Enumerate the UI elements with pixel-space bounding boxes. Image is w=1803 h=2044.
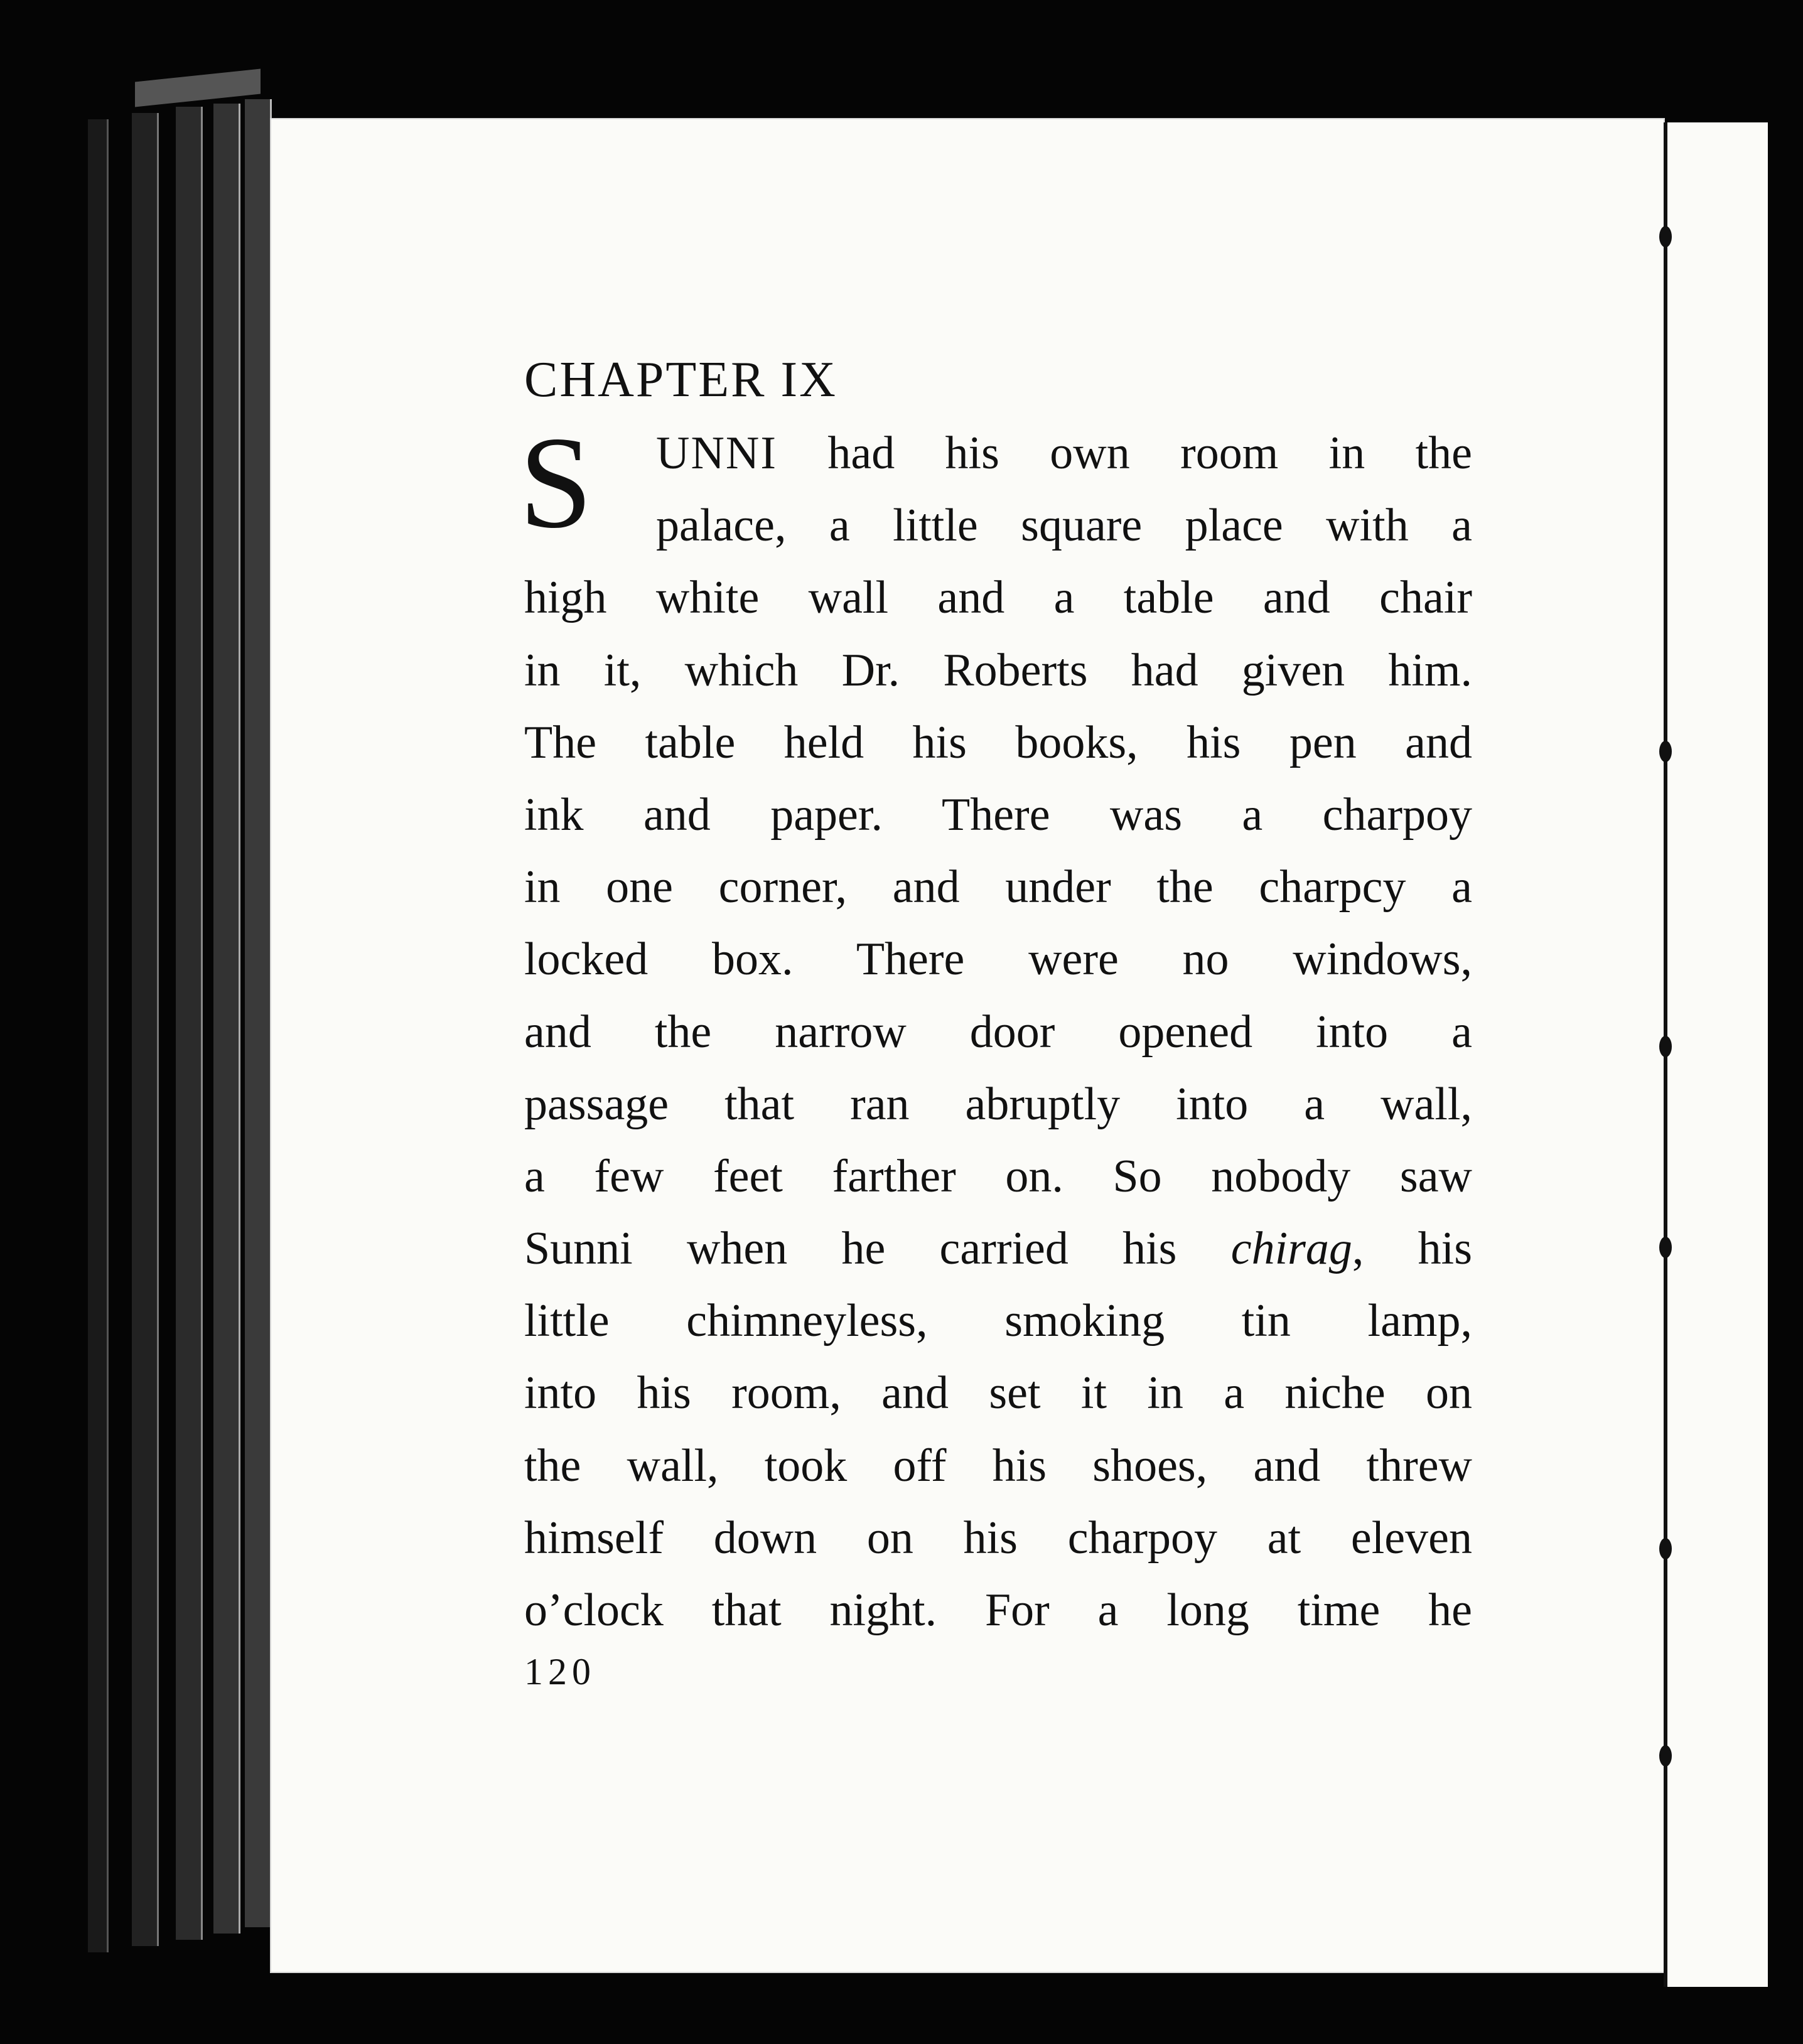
chapter-heading: CHAPTER IX	[524, 352, 837, 407]
binding-thread-mark	[1659, 226, 1672, 247]
binding-thread-mark	[1659, 1036, 1672, 1057]
page-text	[519, 348, 1473, 1694]
text-line: in it, which Dr. Roberts had given him.	[524, 644, 1472, 696]
binding-thread-mark	[1659, 1538, 1672, 1559]
text-line: little chimneyless, smoking tin lamp,	[524, 1295, 1472, 1347]
text-line-after: , his	[1352, 1223, 1473, 1275]
text-line: o’clock that night. For a long time he	[524, 1584, 1472, 1636]
text-line: himself down on his charpoy at eleven	[524, 1512, 1472, 1564]
text-line: The table held his books, his pen and	[524, 716, 1472, 768]
page-edge	[245, 99, 272, 1927]
text-line: ink and paper. There was a charpoy	[524, 788, 1472, 841]
text-line: and the narrow door opened into a	[524, 1006, 1472, 1058]
page-edge	[213, 104, 240, 1934]
text-line-before: Sunni when he carried his	[524, 1223, 1177, 1275]
text-line-content: had his own room in the	[827, 428, 1473, 479]
text-line: high white wall and a table and chair	[524, 572, 1472, 624]
text-line: into his room, and set it in a niche on	[524, 1367, 1472, 1419]
page-edge	[132, 113, 159, 1946]
text-line: a few feet farther on. So nobody saw	[524, 1150, 1472, 1202]
text-line: in one corner, and under the charpcy a	[524, 861, 1472, 913]
text-line: the wall, took off his shoes, and threw	[524, 1439, 1472, 1492]
binding-thread-mark	[1659, 741, 1672, 762]
italic-word: chirag	[1230, 1223, 1352, 1275]
body-paragraph	[519, 410, 1473, 1647]
text-line: palace, a little square place with a	[656, 500, 1472, 552]
binding-thread-mark	[1659, 1237, 1672, 1258]
text-line	[656, 417, 1472, 490]
page-edge	[176, 107, 203, 1940]
facing-page	[1664, 122, 1768, 1987]
text-line	[524, 1213, 1472, 1285]
page-edges	[88, 82, 276, 1977]
first-word-rest: UNNI	[656, 428, 777, 479]
text-line: locked box. There were no windows,	[524, 933, 1472, 986]
binding-thread-mark	[1659, 1745, 1672, 1767]
drop-cap: S	[519, 410, 593, 556]
text-line: passage that ran abruptly into a wall,	[524, 1078, 1472, 1130]
page-edge	[88, 119, 109, 1952]
page-number: 120	[524, 1651, 596, 1693]
